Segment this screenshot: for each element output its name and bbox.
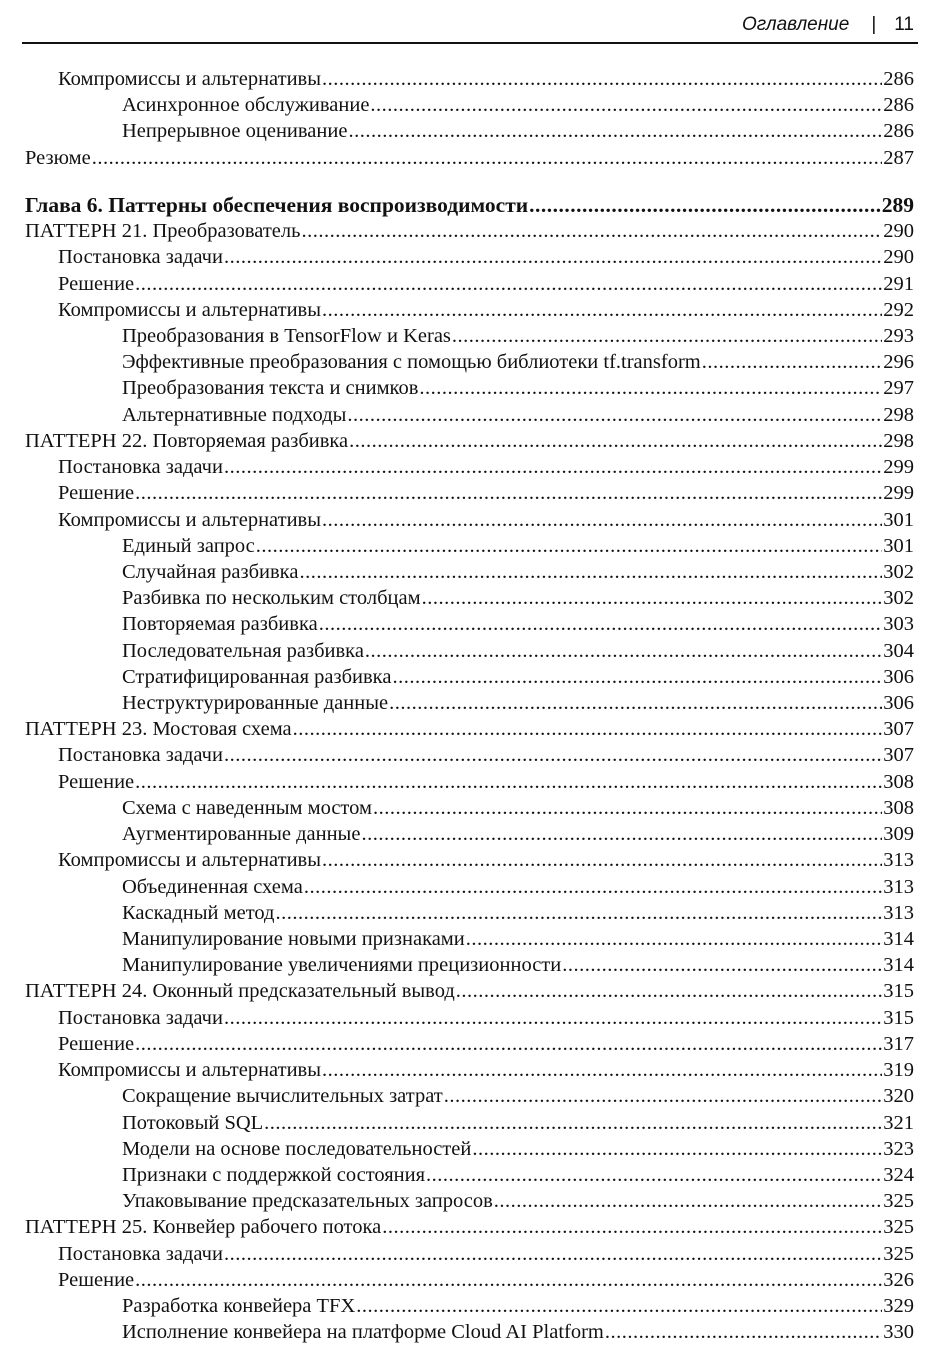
dot-leader	[322, 297, 882, 323]
dot-leader	[135, 769, 882, 795]
toc-entry-page: 301	[883, 508, 914, 531]
dot-leader	[605, 1319, 882, 1345]
toc-entry[interactable]	[25, 638, 914, 664]
toc-entry[interactable]	[25, 428, 914, 454]
dot-leader	[472, 1136, 882, 1162]
toc-entry-page: 313	[883, 849, 914, 872]
toc-entry-title: Повторяемая разбивка	[122, 613, 318, 636]
toc-entry-page: 313	[883, 901, 914, 924]
toc-entry-title: Потоковый SQL	[122, 1111, 264, 1134]
toc-entry-page: 325	[883, 1190, 914, 1213]
dot-leader	[562, 952, 882, 978]
dot-leader	[389, 690, 882, 716]
toc-entry[interactable]	[25, 1241, 914, 1267]
toc-entry[interactable]	[25, 611, 914, 637]
toc-entry-title: Компромиссы и альтернативы	[58, 849, 322, 872]
dot-leader	[135, 1031, 882, 1057]
toc-entry[interactable]	[25, 218, 914, 244]
toc-entry[interactable]	[25, 978, 914, 1004]
dot-leader	[419, 375, 882, 401]
toc-entry[interactable]	[25, 1057, 914, 1083]
toc-entry-title: Альтернативные подходы	[122, 403, 347, 426]
toc-entry-title: Преобразования в TensorFlow и Keras	[122, 324, 451, 347]
toc-entry-title: Решение	[58, 272, 135, 295]
dot-leader	[426, 1162, 882, 1188]
toc-entry[interactable]	[25, 297, 914, 323]
dot-leader	[444, 1083, 883, 1109]
toc-entry-title: Компромиссы и альтернативы	[58, 298, 322, 321]
toc-entry-page: 314	[883, 954, 914, 977]
toc-entry-title: Постановка задачи	[58, 744, 223, 767]
dot-leader	[322, 847, 882, 873]
dot-leader	[456, 978, 882, 1004]
toc-entry[interactable]	[25, 847, 914, 873]
toc-entry[interactable]	[25, 769, 914, 795]
dot-leader	[702, 349, 883, 375]
dot-leader	[452, 323, 882, 349]
toc-entry-title: Упаковывание предсказательных запросов	[122, 1190, 493, 1213]
dot-leader	[422, 585, 883, 611]
toc-entry-page: 325	[883, 1216, 914, 1239]
toc-entry-title: Каскадный метод	[122, 901, 275, 924]
toc-entry-page: 298	[883, 403, 914, 426]
toc-entry[interactable]	[25, 244, 914, 270]
toc-entry-title: Признаки с поддержкой состояния	[122, 1163, 426, 1186]
toc-entry-title: ПАТТЕРН 22. Повторяемая разбивка	[25, 429, 349, 452]
toc-entry[interactable]	[25, 716, 914, 742]
toc-entry-title: Случайная разбивка	[122, 560, 299, 583]
toc-entry[interactable]	[25, 742, 914, 768]
toc-entry-title: Схема с наведенным мостом	[122, 796, 372, 819]
toc-entry[interactable]	[25, 1110, 914, 1136]
dot-leader	[299, 559, 882, 585]
toc-entry-title: Асинхронное обслуживание	[122, 94, 370, 117]
toc-entry-page: 298	[883, 429, 914, 452]
toc-entry-page: 287	[883, 146, 914, 169]
toc-entry-title: ПАТТЕРН 23. Мостовая схема	[25, 718, 292, 741]
toc-entry-title: Компромиссы и альтернативы	[58, 508, 322, 531]
toc-entry[interactable]	[25, 1214, 914, 1240]
running-header	[22, 14, 918, 44]
toc-entry-page: 297	[883, 377, 914, 400]
toc-entry-title: ПАТТЕРН 24. Оконный предсказательный вывод	[25, 980, 455, 1003]
toc-entry-title: Разбивка по нескольким столбцам	[122, 587, 421, 610]
dot-leader	[275, 900, 882, 926]
toc-entry[interactable]	[25, 118, 914, 144]
toc-entry[interactable]	[25, 66, 914, 92]
toc-entry-title: Постановка задачи	[58, 1242, 223, 1265]
toc-entry[interactable]	[25, 952, 914, 978]
toc-entry[interactable]	[25, 1188, 914, 1214]
toc-entry[interactable]	[25, 1136, 914, 1162]
toc-entry[interactable]	[25, 1267, 914, 1293]
toc-entry-page: 306	[883, 692, 914, 715]
toc-entry-title: Разработка конвейера TFX	[122, 1295, 356, 1318]
toc-entry-page: 286	[883, 94, 914, 117]
toc-entry[interactable]	[25, 690, 914, 716]
toc-entry-title: Объединенная схема	[122, 875, 303, 898]
toc-entry[interactable]	[25, 821, 914, 847]
toc-entry[interactable]	[25, 375, 914, 401]
toc-entry-page: 307	[883, 718, 914, 741]
dot-leader	[322, 1057, 882, 1083]
toc-entry-title: Постановка задачи	[58, 1006, 223, 1029]
toc-entry-page: 320	[883, 1085, 914, 1108]
toc-entry[interactable]	[25, 1083, 914, 1109]
toc-entry[interactable]	[25, 795, 914, 821]
toc-entry[interactable]	[25, 507, 914, 533]
toc-entry-page: 302	[883, 587, 914, 610]
toc-entry[interactable]	[25, 402, 914, 428]
toc-entry-page: 317	[883, 1032, 914, 1055]
toc-entry-page: 329	[883, 1295, 914, 1318]
toc-entry-title: Решение	[58, 482, 135, 505]
toc-entry-page: 323	[883, 1137, 914, 1160]
dot-leader	[392, 664, 882, 690]
dot-leader	[322, 507, 882, 533]
dot-leader	[322, 66, 882, 92]
toc-entry[interactable]	[25, 533, 914, 559]
toc-entry[interactable]	[25, 1319, 914, 1345]
toc-entry-title: Компромиссы и альтернативы	[58, 68, 322, 90]
dot-leader	[529, 192, 881, 218]
toc-entry-page: 315	[883, 1006, 914, 1029]
toc-entry-title: Решение	[58, 770, 135, 793]
dot-leader	[361, 821, 882, 847]
dot-leader	[349, 428, 882, 454]
toc-entry-page: 308	[883, 770, 914, 793]
toc-entry[interactable]	[25, 92, 914, 118]
toc-entry-title: Постановка задачи	[58, 246, 223, 269]
toc-entry-page: 296	[883, 351, 914, 374]
toc-entry-page: 330	[883, 1321, 914, 1344]
dot-leader	[347, 402, 882, 428]
toc-entry-page: 314	[883, 928, 914, 950]
toc-entry-title: Модели на основе последовательностей	[122, 1137, 472, 1160]
toc-entry[interactable]	[25, 145, 914, 171]
toc-entry-title: Постановка задачи	[58, 456, 223, 479]
toc-entry-page: 290	[883, 220, 914, 243]
toc-entry-page: 304	[883, 639, 914, 662]
dot-leader	[373, 795, 882, 821]
toc-entry-title: Глава 6. Паттерны обеспечения воспроизводимости	[25, 192, 529, 217]
toc-entry-page: 286	[883, 120, 914, 143]
header-separator: |	[871, 14, 877, 35]
toc-entry-title: Манипулирование новыми признаками	[122, 928, 465, 950]
page-number: 11	[894, 14, 914, 35]
toc-entry-page: 315	[883, 980, 914, 1003]
toc-entry[interactable]	[25, 1005, 914, 1031]
running-header-title: Оглавление	[741, 14, 850, 35]
toc-entry-title: Стратифицированная разбивка	[122, 665, 392, 688]
toc-entry-page: 321	[883, 1111, 914, 1134]
toc-entry-title: Непрерывное оценивание	[122, 120, 348, 143]
dot-leader	[224, 244, 882, 270]
dot-leader	[224, 1241, 882, 1267]
toc-entry-title: Эффективные преобразования с помощью библиотеки tf.transform	[122, 351, 701, 374]
toc-entry-page: 286	[883, 68, 914, 90]
dot-leader	[293, 716, 883, 742]
toc-entry-page: 289	[881, 192, 914, 217]
toc-entry-page: 303	[883, 613, 914, 636]
toc-entry-title: ПАТТЕРН 25. Конвейер рабочего потока	[25, 1216, 382, 1239]
toc-entry-page: 306	[883, 665, 914, 688]
toc-entry-page: 307	[883, 744, 914, 767]
dot-leader	[348, 118, 882, 144]
toc-entry[interactable]	[25, 1031, 914, 1057]
table-of-contents	[25, 66, 914, 1346]
toc-entry[interactable]	[25, 874, 914, 900]
dot-leader	[256, 533, 882, 559]
dot-leader	[365, 638, 882, 664]
toc-entry-page: 319	[883, 1059, 914, 1082]
toc-entry-title: Компромиссы и альтернативы	[58, 1059, 322, 1082]
toc-entry-page: 292	[883, 298, 914, 321]
dot-leader	[466, 926, 882, 952]
dot-leader	[224, 454, 882, 480]
dot-leader	[224, 1005, 882, 1031]
dot-leader	[135, 271, 882, 297]
dot-leader	[356, 1293, 882, 1319]
toc-entry-page: 301	[883, 534, 914, 557]
toc-entry-page: 309	[883, 823, 914, 846]
toc-entry[interactable]	[25, 1162, 914, 1188]
dot-leader	[224, 742, 882, 768]
toc-entry-title: Последовательная разбивка	[122, 639, 364, 662]
toc-entry[interactable]	[25, 480, 914, 506]
toc-entry-title: Решение	[58, 1032, 135, 1055]
toc-entry-title: Решение	[58, 1268, 135, 1291]
toc-entry-page: 326	[883, 1268, 914, 1291]
toc-entry-title: Аугментированные данные	[122, 823, 361, 846]
toc-entry[interactable]	[25, 1293, 914, 1319]
toc-entry[interactable]	[25, 585, 914, 611]
toc-entry-page: 290	[883, 246, 914, 269]
toc-entry-title: Исполнение конвейера на платформе Cloud AI Platform	[122, 1321, 604, 1344]
toc-entry-page: 308	[883, 796, 914, 819]
toc-entry-title: Резюме	[25, 146, 91, 169]
toc-entry-title: Сокращение вычислительных затрат	[122, 1085, 443, 1108]
toc-chapter-entry[interactable]	[25, 192, 914, 218]
toc-entry-page: 325	[883, 1242, 914, 1265]
toc-entry[interactable]	[25, 323, 914, 349]
toc-entry[interactable]	[25, 559, 914, 585]
dot-leader	[370, 92, 882, 118]
dot-leader	[92, 145, 883, 171]
toc-entry-page: 291	[883, 272, 914, 295]
toc-entry-title: Единый запрос	[122, 534, 255, 557]
toc-entry[interactable]	[25, 926, 914, 952]
toc-entry[interactable]	[25, 454, 914, 480]
dot-leader	[304, 874, 882, 900]
dot-leader	[301, 218, 882, 244]
dot-leader	[135, 480, 882, 506]
toc-entry-title: Преобразования текста и снимков	[122, 377, 419, 400]
toc-entry[interactable]	[25, 664, 914, 690]
toc-entry-page: 324	[883, 1163, 914, 1186]
dot-leader	[494, 1188, 882, 1214]
toc-entry[interactable]	[25, 900, 914, 926]
toc-entry-title: ПАТТЕРН 21. Преобразователь	[25, 220, 301, 243]
toc-entry-page: 302	[883, 560, 914, 583]
dot-leader	[319, 611, 883, 637]
toc-entry-title: Манипулирование увеличениями прецизионности	[122, 954, 562, 977]
dot-leader	[382, 1214, 882, 1240]
toc-entry[interactable]	[25, 271, 914, 297]
toc-entry-page: 299	[883, 482, 914, 505]
toc-entry-title: Неструктурированные данные	[122, 692, 389, 715]
toc-entry-page: 299	[883, 456, 914, 479]
toc-entry[interactable]	[25, 349, 914, 375]
toc-entry-page: 293	[883, 324, 914, 347]
dot-leader	[135, 1267, 882, 1293]
dot-leader	[264, 1110, 882, 1136]
toc-entry-page: 313	[883, 875, 914, 898]
